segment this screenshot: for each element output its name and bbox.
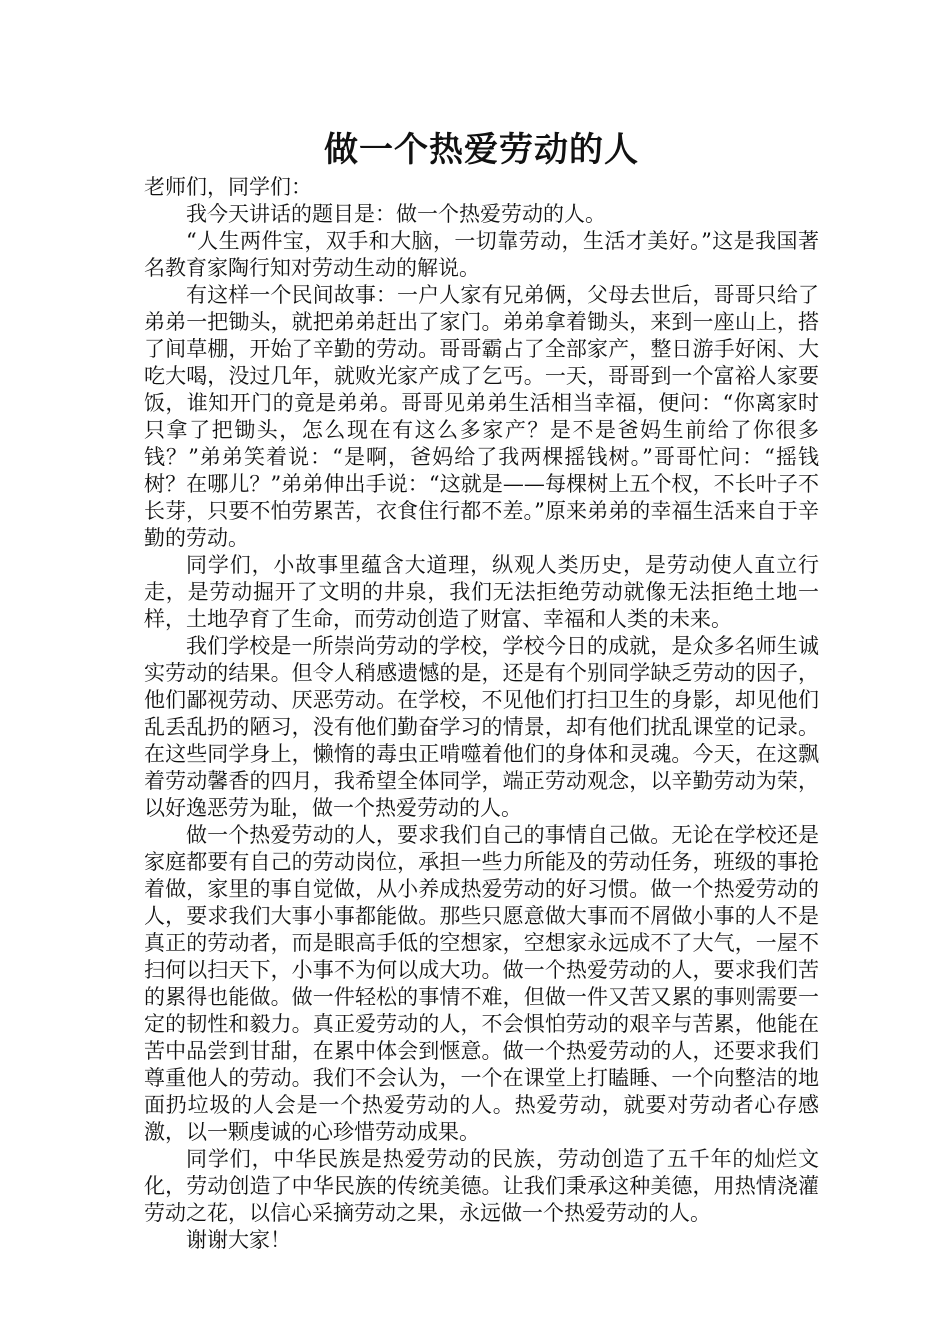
paragraph-conclusion: 同学们，中华民族是热爱劳动的民族，劳动创造了五千年的灿烂文化，劳动创造了中华民族的传统美德。让我们秉承这种美德，用热情浇灌劳动之花，以信心采摘劳动之果，永远做一个热爱劳动的人。: [144, 1147, 819, 1225]
greeting: 老师们，同学们：: [144, 175, 312, 199]
paragraph-history: 同学们，小故事里蕴含大道理，纵观人类历史，是劳动使人直立行走，是劳动掘开了文明的井泉，我们无法拒绝劳动就像无法拒绝土地一样，土地孕育了生命，而劳动创造了财富、幸福和人类的未来。: [144, 553, 819, 631]
paragraph-topic: 我今天讲话的题目是：做一个热爱劳动的人。: [186, 202, 606, 226]
paragraph-school: 我们学校是一所崇尚劳动的学校，学校今日的成就，是众多名师生诚实劳动的结果。但令人稍感遗憾的是，还是有个别同学缺乏劳动的因子，他们鄙视劳动、厌恶劳动。在学校，不见他们打扫卫生的身影，却见他们乱丢乱扔的陋习，没有他们勤奋学习的情景，却有他们扰乱课堂的记录。在这些同学身上，懒惰的毒虫正啃噬着他们的身体和灵魂。今天，在这飘着劳动馨香的四月，我希望全体同学，端正劳动观念，以辛勤劳动为荣，以好逸恶劳为耻，做一个热爱劳动的人。: [144, 634, 819, 820]
paragraph-thanks: 谢谢大家！: [186, 1228, 291, 1252]
paragraph-requirements: 做一个热爱劳动的人，要求我们自己的事情自己做。无论在学校还是家庭都要有自己的劳动岗位，承担一些力所能及的劳动任务，班级的事抢着做，家里的事自觉做，从小养成热爱劳动的好习惯。做一个热爱劳动的人，要求我们大事小事都能做。那些只愿意做大事而不屑做小事的人不是真正的劳动者，而是眼高手低的空想家，空想家永远成不了大气，一屋不扫何以扫天下，小事不为何以成大功。做一个热爱劳动的人，要求我们苦的累得也能做。做一件轻松的事情不难，但做一件又苦又累的事则需要一定的韧性和毅力。真正爱劳动的人，不会惧怕劳动的艰辛与苦累，他能在苦中品尝到甘甜，在累中体会到惬意。做一个热爱劳动的人，还要求我们尊重他人的劳动。我们不会认为，一个在课堂上打瞌睡、一个向整洁的地面扔垃圾的人会是一个热爱劳动的人。热爱劳动，就要对劳动者心存感激，以一颗虔诚的心珍惜劳动成果。: [144, 823, 819, 1144]
paragraph-story: 有这样一个民间故事：一户人家有兄弟俩，父母去世后，哥哥只给了弟弟一把锄头，就把弟弟赶出了家门。弟弟拿着锄头，来到一座山上，搭了间草棚，开始了辛勤的劳动。哥哥霸占了全部家产，整日游手好闲、大吃大喝，没过几年，就败光家产成了乞丐。一天，哥哥到一个富裕人家要饭，谁知开门的竟是弟弟。哥哥见弟弟生活相当幸福，便问：“你离家时只拿了把锄头，怎么现在有这么多家产？是不是爸妈生前给了你很多钱？”弟弟笑着说：“是啊，爸妈给了我两棵摇钱树。”哥哥忙问：“摇钱树？在哪儿？”弟弟伸出手说：“这就是——每棵树上五个杈，不长叶子不长芽，只要不怕劳累苦，衣食住行都不差。”原来弟弟的幸福生活来自于辛勤的劳动。: [144, 283, 819, 550]
paragraph-quote: “人生两件宝，双手和大脑，一切靠劳动，生活才美好。”这是我国著名教育家陶行知对劳动生动的解说。: [144, 229, 819, 280]
document-page: [144, 128, 819, 1254]
document-title: 做一个热爱劳动的人: [324, 130, 639, 170]
